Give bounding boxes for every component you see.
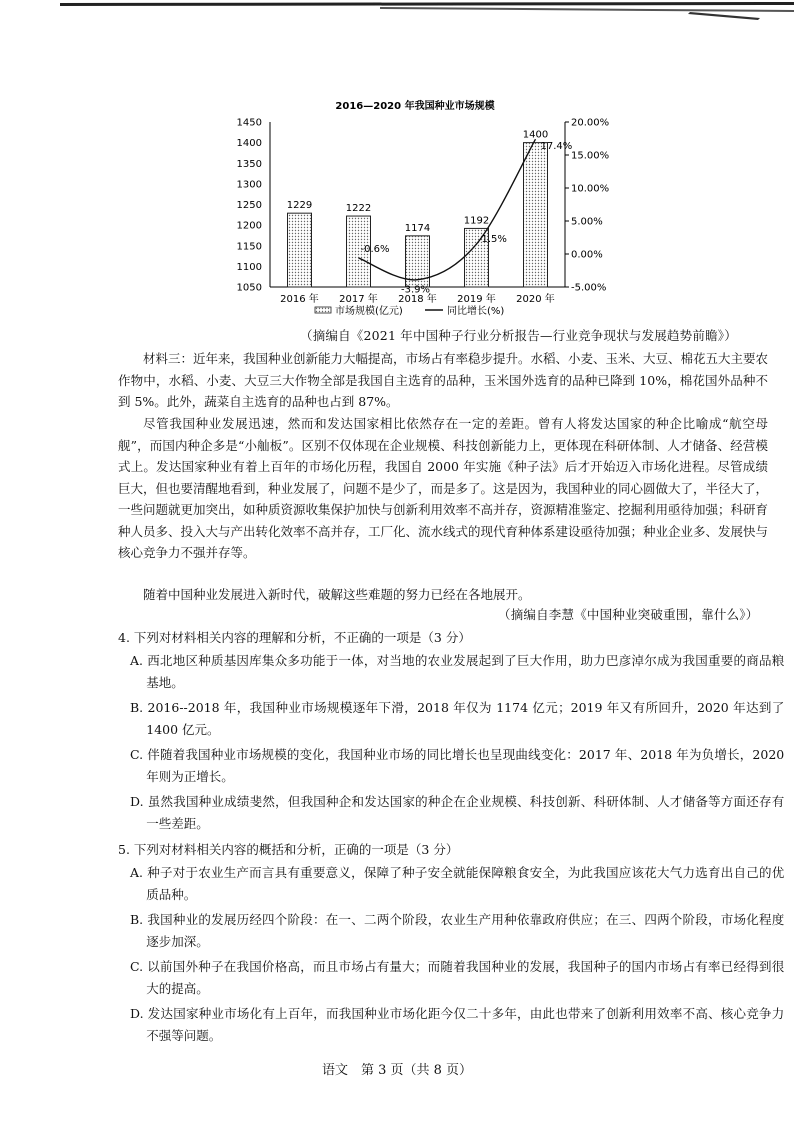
material3-paragraph-1: 材料三：近年来，我国种业创新能力大幅提高，市场占有率稳步提升。水稻、小麦、玉米、大豆、棉花五大主要农作物中，水稻、小麦、大豆三大作物全部是我国自主选育的品种，玉米国外选育的品种已降到 10%，棉花国外品种不到 5%。此外，蔬菜自主选育的品种也占到 87%。 [118, 351, 769, 409]
y-right-tick-label: 10.00% [571, 183, 610, 195]
question-4-option-a: A. 西北地区种质基因库集众多功能于一体，对当地的农业发展起到了巨大作用，助力巴彦淖尔成为我国重要的商品粮基地。 [130, 653, 785, 690]
y-right-tick-label: 15.00% [571, 150, 610, 162]
y-left-tick-label: 1450 [236, 117, 262, 129]
scan-top-edge [0, 0, 794, 22]
legend-bar-swatch [315, 307, 331, 313]
bar-value-label: 1174 [404, 222, 431, 234]
y-right-tick-label: -5.00% [571, 282, 607, 294]
bar-value-label: 1400 [522, 129, 549, 141]
growth-rate-line [359, 139, 536, 280]
y-right-tick-label: 5.00% [571, 216, 603, 228]
y-left-tick-label: 1400 [236, 138, 262, 150]
bar [288, 213, 312, 287]
x-tick-label: 2017 年 [339, 294, 378, 305]
x-tick-label: 2019 年 [457, 294, 496, 305]
y-left-tick-label: 1250 [236, 200, 262, 211]
chart-canvas [225, 97, 645, 325]
y-left-tick-label: 1050 [236, 282, 262, 294]
question-4-stem: 4. 下列对材料相关内容的理解和分析，不正确的一项是（3 分） [118, 630, 471, 645]
growth-rate-label: 17.4% [540, 141, 573, 153]
y-left-tick-label: 1150 [236, 241, 262, 253]
y-left-tick-label: 1200 [236, 220, 262, 232]
question-5-stem: 5. 下列对材料相关内容的概括和分析，正确的一项是（3 分） [118, 842, 459, 857]
question-5-option-b: B. 我国种业的发展历经四个阶段：在一、二两个阶段，农业生产用种依靠政府供应；在三、四两个阶段，市场化程度逐步加深。 [130, 912, 785, 949]
material3-paragraph-3: 随着中国种业发展进入新时代，破解这些难题的努力已经在各地展开。 [143, 587, 531, 602]
question-5-option-d: D. 发达国家种业市场化有上百年，而我国种业市场化距今仅二十多年，由此也带来了创新利用效率不高、核心竞争力不强等问题。 [130, 1006, 785, 1043]
question-5-option-a: A. 种子对于农业生产而言具有重要意义，保障了种子安全就能保障粮食安全，为此我国应该花大气力选育出自己的优质品种。 [130, 865, 785, 902]
y-left-tick-label: 1350 [236, 158, 262, 170]
bar-value-label: 1229 [286, 200, 313, 212]
x-tick-label: 2020 年 [516, 294, 555, 305]
bar-value-label: 1192 [463, 215, 490, 227]
y-right-tick-label: 0.00% [571, 249, 603, 261]
y-left-tick-label: 1300 [236, 179, 262, 191]
material3-source: （摘编自李慧《中国种业突破重围，靠什么》） [498, 607, 759, 622]
material3-paragraph-2: 尽管我国种业发展迅速，然而和发达国家相比依然存在一定的差距。曾有人将发达国家的种企比喻成“航空母舰”，而国内种企多是“小舢板”。区别不仅体现在企业规模、科技创新能力上，更体现在科研体制、人才储备、经营模式上。发达国家种业有着上百年的市场化历程，我国自 2000 年实施《种子法》后才开始迈入市场化进程。尽管成绩巨大，但也要清醒地看到，种业发展了，问题不是少了，而是多了。这是因为，我国种业的同心圆做大了，半径大了，一些问题就更加突出，如种质资源收集保护加快与创新利用效率不高并存，资源精准鉴定、挖掘利用亟待加强；科研育种人员多、投入大与产出转化效率不高并存，工厂化、流水线式的现代育种体系建设亟待加强；种业企业多、发展快与核心竞争力不强并存等。 [118, 416, 769, 560]
chart-source: （摘编自《2021 年中国种子行业分析报告—行业竞争现状与发展趋势前瞻》） [300, 328, 737, 343]
question-5-option-c: C. 以前国外种子在我国价格高，而且市场占有量大；而随着我国种业的发展，我国种子的国内市场占有率已经得到很大的提高。 [130, 959, 785, 996]
question-4-option-c: C. 伴随着我国种业市场规模的变化，我国种业市场的同比增长也呈现曲线变化：2017 年、2018 年为负增长，2020 年则为正增长。 [130, 747, 785, 784]
legend-line-label: 同比增长(%) [447, 306, 505, 317]
growth-rate-label: -3.9% [400, 284, 431, 296]
question-4-option-b: B. 2016--2018 年，我国种业市场规模逐年下滑，2018 年仅为 1174 亿元；2019 年又有所回升，2020 年达到了 1400 亿元。 [130, 700, 785, 737]
y-right-tick-label: 20.00% [571, 117, 610, 129]
page-footer: 语文 第 3 页（共 8 页） [321, 1063, 473, 1078]
chart-title: 2016—2020 年我国种业市场规模 [335, 101, 495, 112]
market-size-chart [225, 97, 645, 325]
question-4-option-d: D. 虽然我国种业成绩斐然，但我国种企和发达国家的种企在企业规模、科技创新、科研体制、人才储备等方面还存有一些差距。 [130, 794, 785, 831]
legend-bar-label: 市场规模(亿元) [335, 306, 403, 317]
x-tick-label: 2016 年 [280, 294, 319, 305]
growth-rate-label: 1.5% [481, 234, 507, 246]
x-tick-label: 2018 年 [398, 294, 437, 305]
bar-value-label: 1222 [345, 203, 372, 215]
bar [524, 143, 548, 287]
y-left-tick-label: 1100 [236, 261, 262, 273]
growth-rate-label: -0.6% [360, 243, 390, 255]
